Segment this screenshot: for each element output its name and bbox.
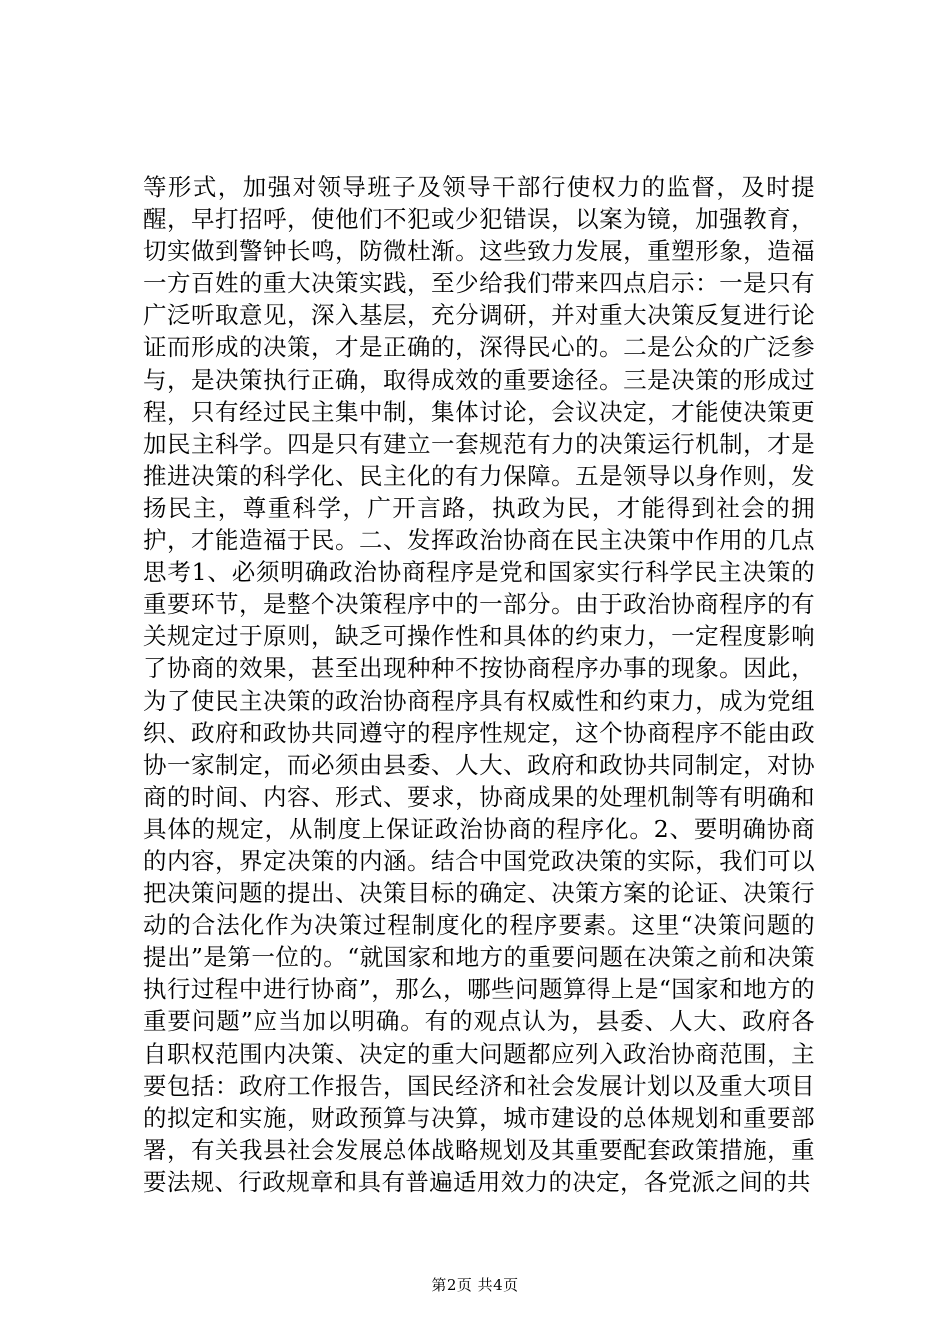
- page-footer: 第2页 共4页: [431, 1276, 519, 1294]
- body-paragraph: 等形式，加强对领导班子及领导干部行使权力的监督，及时提醒，早打招呼，使他们不犯或少犯错误，以案为镜，加强教育，切实做到警钟长鸣，防微杜渐。这些致力发展，重塑形象，造福一方百姓的重大决策实践，至少给我们带来四点启示：一是只有广泛听取意见，深入基层，充分调研，并对重大决策反复进行论证而形成的决策，才是正确的，深得民心的。二是公众的广泛参与，是决策执行正确，取得成效的重要途径。三是决策的形成过程，只有经过民主集中制，集体讨论，会议决定，才能使决策更加民主科学。四是只有建立一套规范有力的决策运行机制，才是推进决策的科学化、民主化的有力保障。五是领导以身作则，发扬民主，尊重科学，广开言路，执政为民，才能得到社会的拥护，才能造福于民。二、发挥政治协商在民主决策中作用的几点思考1、必须明确政治协商程序是党和国家实行科学民主决策的重要环节，是整个决策程序中的一部分。由于政治协商程序的有关规定过于原则，缺乏可操作性和具体的约束力，一定程度影响了协商的效果，甚至出现种种不按协商程序办事的现象。因此，为了使民主决策的政治协商程序具有权威性和约束力，成为党组织、政府和政协共同遵守的程序性规定，这个协商程序不能由政协一家制定，而必须由县委、人大、政府和政协共同制定，对协商的时间、内容、形式、要求，协商成果的处理机制等有明确和具体的规定，从制度上保证政治协商的程序化。2、要明确协商的内容，界定决策的内涵。结合中国党政决策的实际，我们可以把决策问题的提出、决策目标的确定、决策方案的论证、决策行动的合法化作为决策过程制度化的程序要素。这里“决策问题的提出”是第一位的。“就国家和地方的重要问题在决策之前和决策执行过程中进行协商”，那么，哪些问题算得上是“国家和地方的重要问题”应当加以明确。有的观点认为，县委、人大、政府各自职权范围内决策、决定的重大问题都应列入政治协商范围，主要包括：政府工作报告，国民经济和社会发展计划以及重大项目的拟定和实施，财政预算与决算，城市建设的总体规划和重要部署，有关我县社会发展总体战略规划及其重要配套政策措施，重要法规、行政规章和具有普遍适用效力的决定，各党派之间的共: [143, 173, 815, 1196]
